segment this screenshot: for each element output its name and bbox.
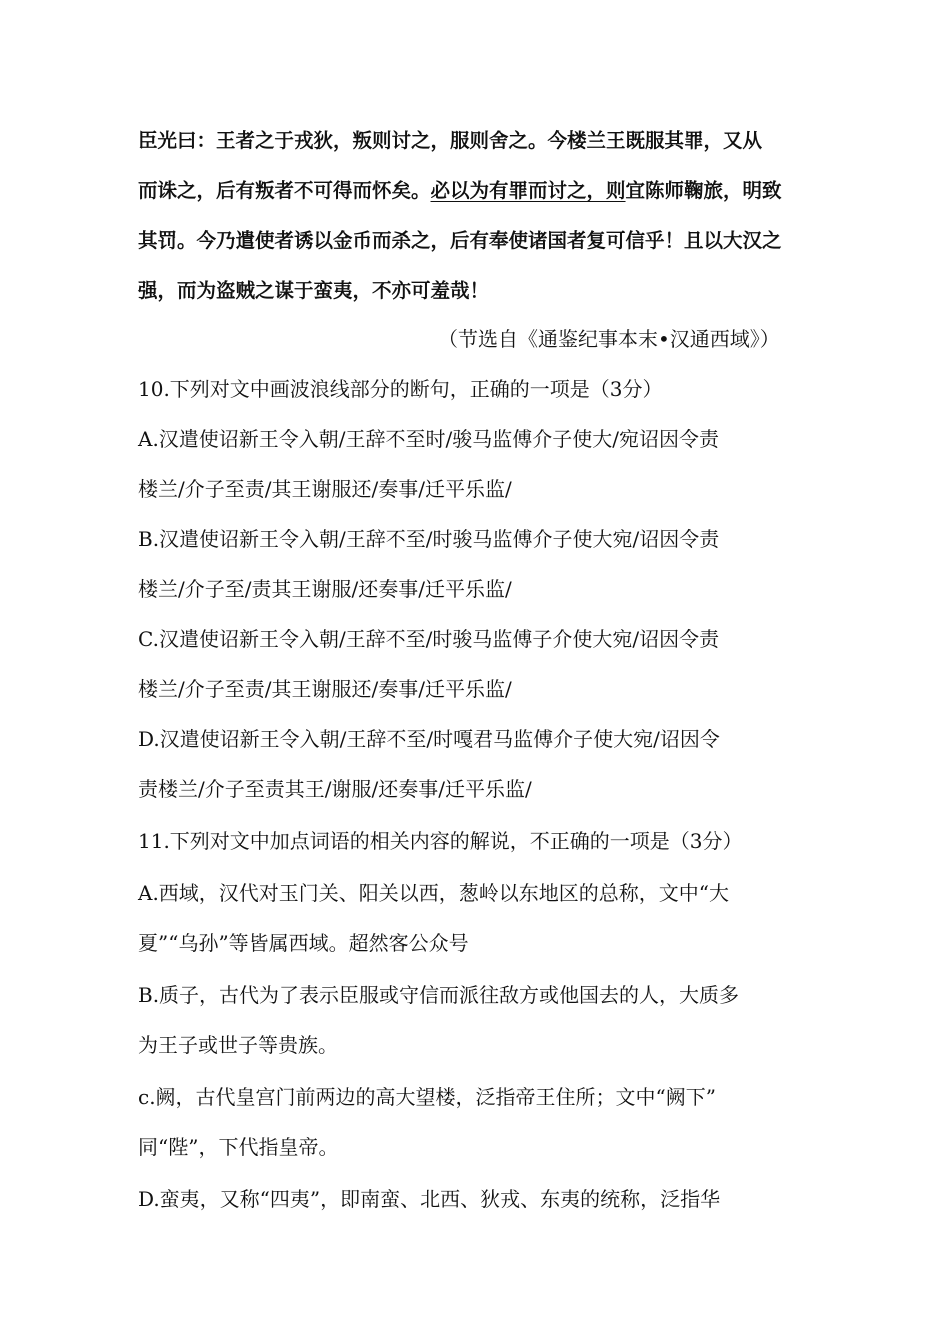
question-11-option-c: c.阙，古代皇宫门前两边的高大望楼，泛指帝王住所；文中“阙下”	[138, 1085, 717, 1109]
question-11-option-b-cont: 为王子或世子等贵族。	[138, 1033, 338, 1057]
question-11-option-a-cont: 夏”“乌孙”等皆属西域。超然客公众号	[138, 931, 469, 955]
question-10-option-d-cont: 责楼兰/介子至责其王/谢服/还奏事/迁平乐监/	[138, 777, 532, 801]
question-10-option-a: A.汉遣使诏新王令入朝/王辞不至时/骏马监傅介子使大/宛诏因令责	[138, 427, 720, 451]
passage-text: 强，而为盗贼之谋于蛮夷，不亦可羞哉！	[138, 279, 490, 302]
question-11-option-c-cont: 同“陛”，下代指皇帝。	[138, 1135, 339, 1159]
passage-text: 其罚。今乃遣使者诱以金币而杀之，后有奉使诸国者复可信乎！且以大汉之	[138, 229, 782, 252]
question-10-option-b: B.汉遣使诏新王令入朝/王辞不至/时骏马监傅介子使大宛/诏因令责	[138, 527, 720, 551]
underlined-passage-text: 必以为有罪而讨之，则	[430, 179, 626, 202]
question-10-option-d: D.汉遣使诏新王令入朝/王辞不至/时嘎君马监傅介子使大宛/诏因令	[138, 727, 720, 751]
passage-line	[138, 216, 828, 266]
passage-text: 而诛之，后有叛者不可得而怀矣。	[138, 179, 431, 202]
source-citation: （节选自《通鉴纪事本末•汉通西域》）	[438, 327, 780, 351]
question-11-option-b: B.质子，古代为了表示臣服或守信而派往敌方或他国去的人，大质多	[138, 983, 740, 1007]
question-10-stem: 10.下列对文中画波浪线部分的断句，正确的一项是（3分）	[138, 377, 663, 401]
question-10-option-c-cont: 楼兰/介子至责/其王谢服还/奏事/迁平乐监/	[138, 677, 512, 701]
question-11-option-a: A.西域，汉代对玉门关、阳关以西，葱岭以东地区的总称，文中“大	[138, 881, 730, 905]
question-10-option-b-cont: 楼兰/介子至/责其王谢服/还奏事/迁平乐监/	[138, 577, 512, 601]
passage-text: 臣光曰：王者之于戎狄，叛则讨之，服则舍之。今楼兰王既服其罪，又从	[138, 129, 763, 152]
passage-line	[138, 116, 828, 166]
question-11-stem: 11.下列对文中加点词语的相关内容的解说，不正确的一项是（3分）	[138, 829, 743, 853]
question-11-option-d: D.蛮夷，又称“四夷”，即南蛮、北西、狄戎、东夷的统称，泛指华	[138, 1187, 721, 1211]
passage-line	[138, 166, 828, 216]
passage-text: 宜陈师鞠旅，明致	[625, 179, 782, 202]
question-10-option-c: C.汉遣使诏新王令入朝/王辞不至/时骏马监傅子介使大宛/诏因令责	[138, 627, 720, 651]
question-10-option-a-cont: 楼兰/介子至责/其王谢服还/奏事/迁平乐监/	[138, 477, 512, 501]
passage-line	[138, 266, 828, 316]
passage-paragraph	[138, 116, 828, 316]
